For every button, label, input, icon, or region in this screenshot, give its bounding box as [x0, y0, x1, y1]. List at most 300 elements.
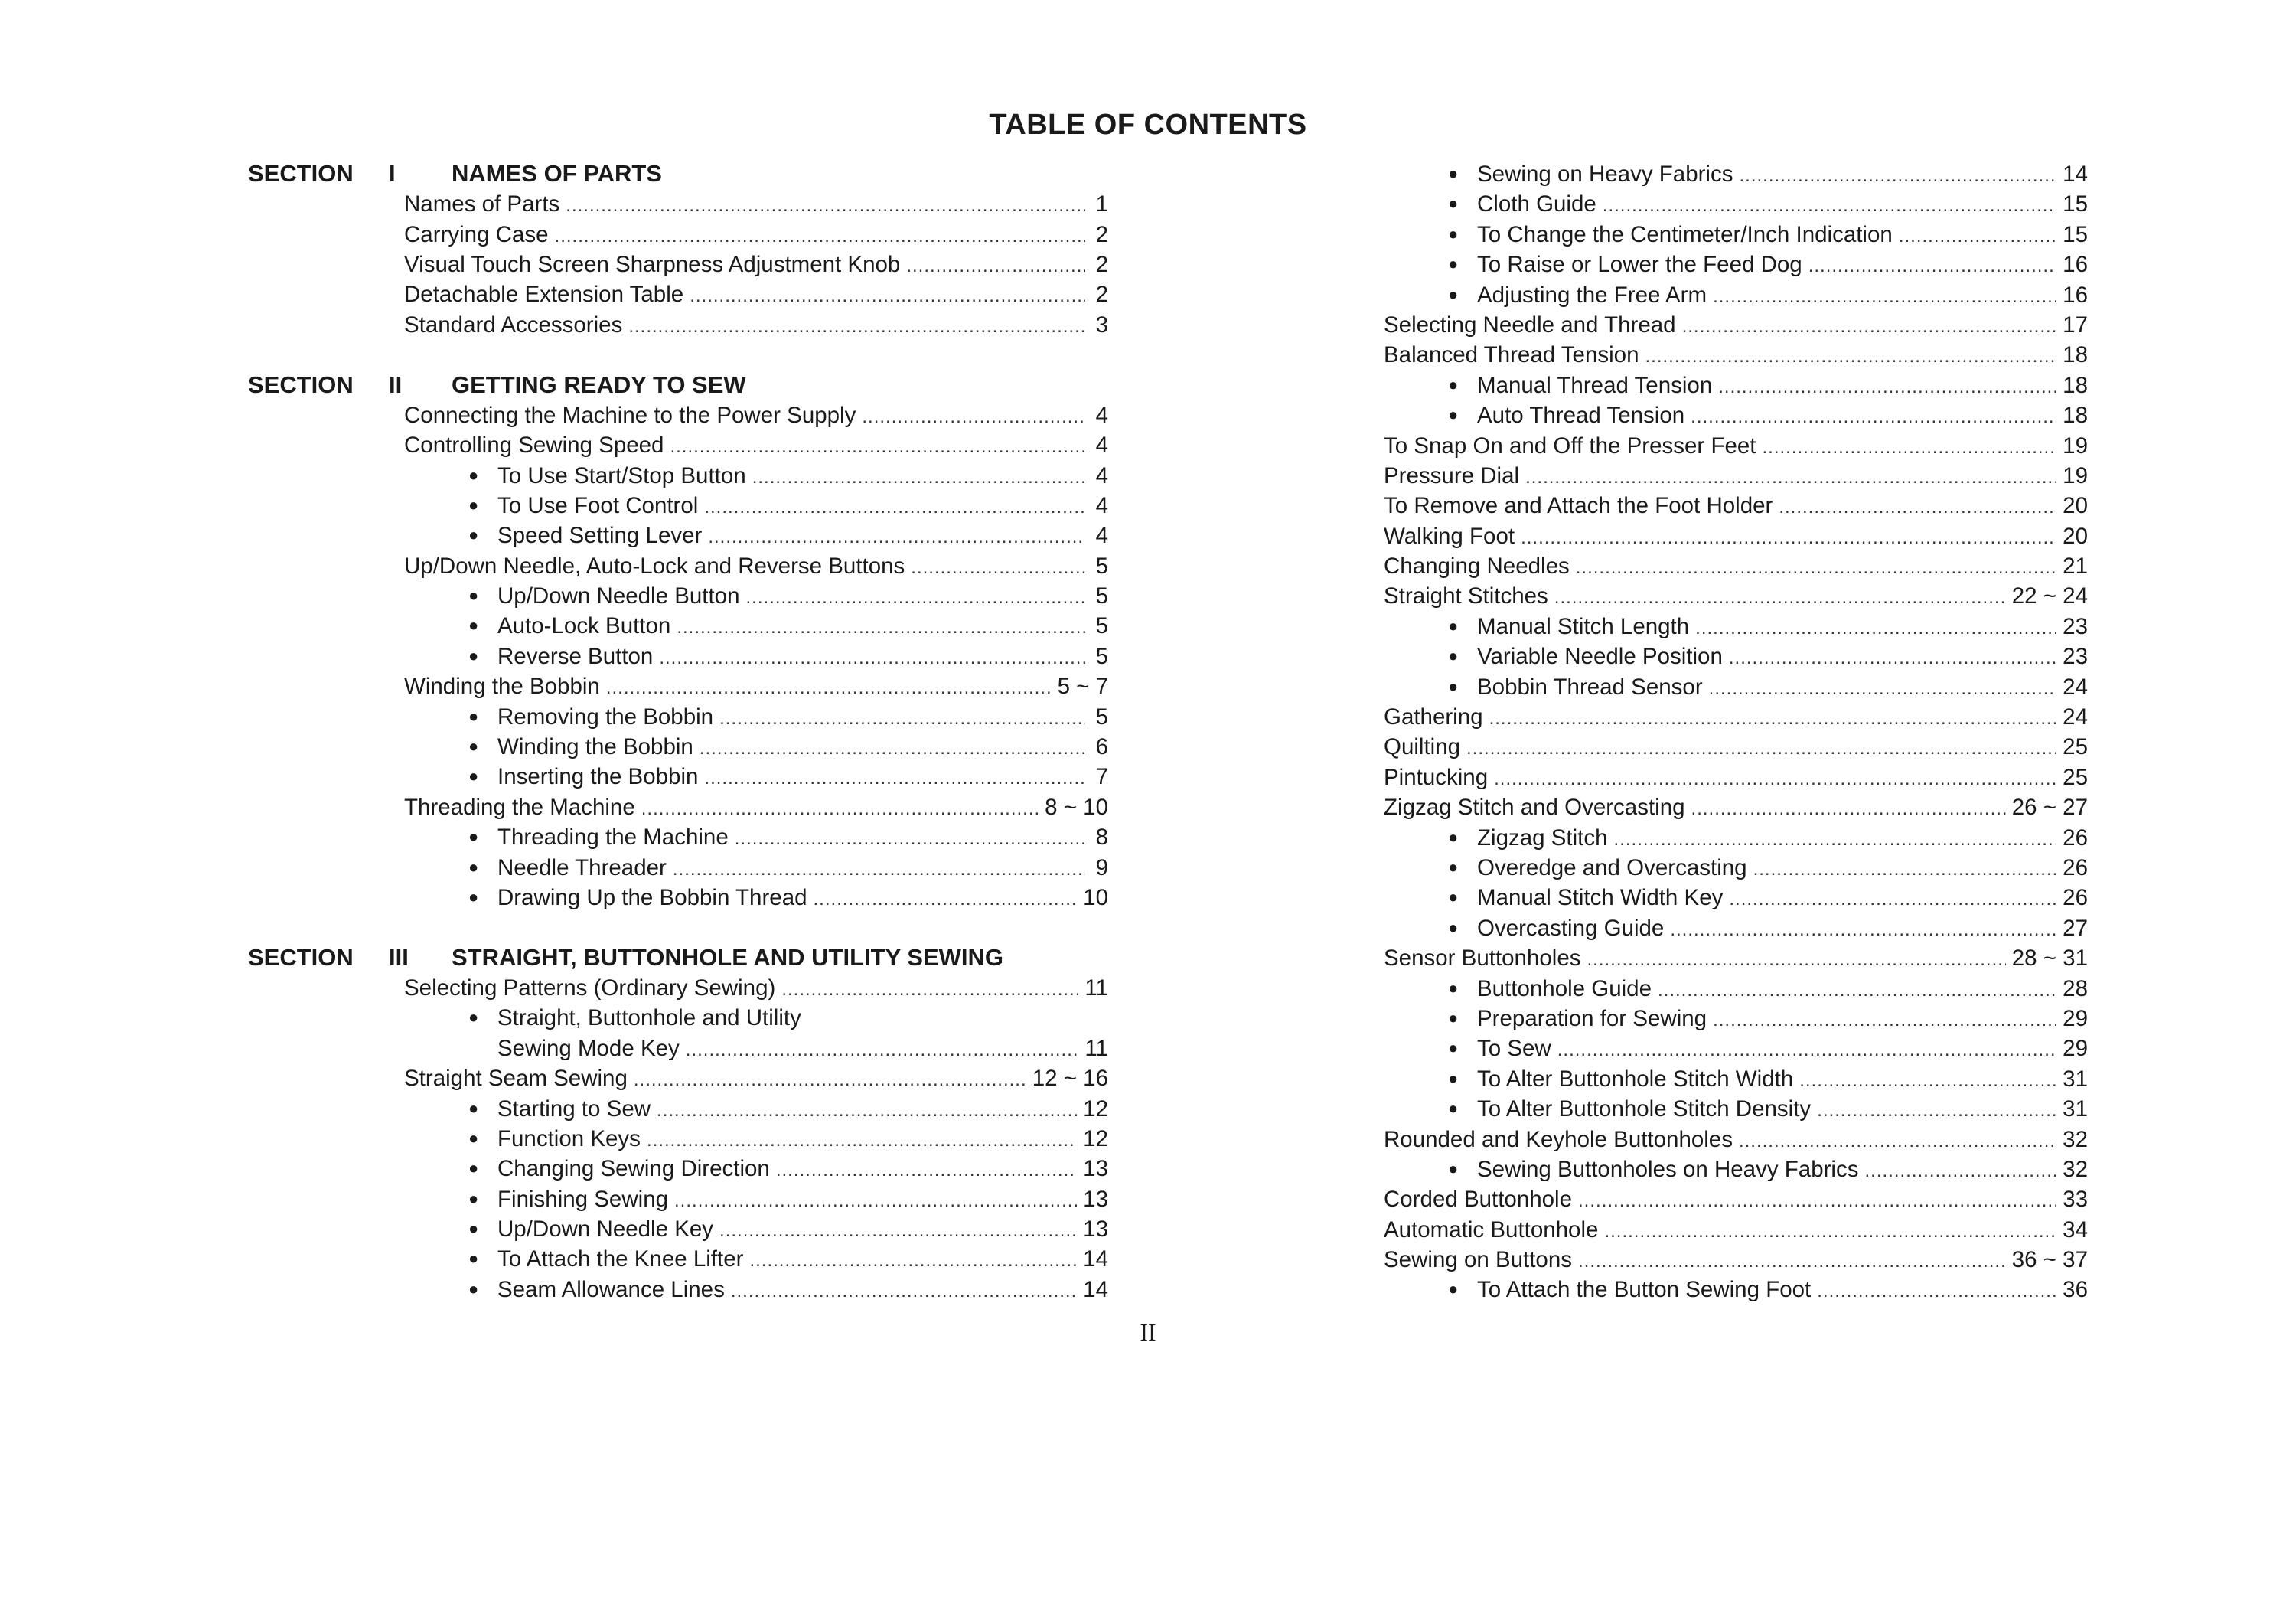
toc-entry-page: 23	[2063, 644, 2088, 670]
dot-leader	[814, 884, 1078, 914]
dot-leader	[1739, 161, 2056, 191]
toc-entry	[1384, 1215, 2088, 1245]
dot-leader	[634, 1065, 1026, 1095]
toc-entry-label: Auto-Lock Button	[497, 613, 671, 639]
toc-entry	[1384, 1064, 2088, 1094]
toc-entry	[404, 400, 1108, 430]
section-entries	[248, 973, 1108, 1305]
bullet-icon: ●	[1448, 405, 1459, 425]
toc-entry-page: 1	[1095, 191, 1108, 217]
toc-entry-page: 2	[1095, 251, 1108, 277]
dot-leader	[746, 583, 1086, 612]
dot-leader	[1682, 312, 2057, 341]
dot-leader	[700, 733, 1085, 763]
toc-entry-page: 34	[2063, 1216, 2088, 1243]
toc-entry-label: Bobbin Thread Sensor	[1477, 674, 1703, 700]
dot-leader	[1578, 1186, 2056, 1216]
bullet-icon: ●	[468, 586, 479, 606]
bullet-icon: ●	[1448, 1158, 1459, 1178]
toc-entry-label: Seam Allowance Lines	[497, 1276, 725, 1302]
dot-leader	[1729, 643, 2056, 673]
dot-leader	[659, 643, 1085, 673]
toc-entry-page: 18	[2063, 372, 2088, 398]
toc-entry-page: 4	[1095, 402, 1108, 428]
toc-entry-page: 12	[1083, 1096, 1108, 1122]
dot-leader	[1576, 553, 2056, 583]
bullet-icon: ●	[1448, 827, 1459, 847]
toc-entry-label: Manual Stitch Width Key	[1477, 885, 1724, 911]
toc-entry	[1384, 250, 2088, 279]
toc-entry	[404, 822, 1108, 852]
dot-leader	[674, 1186, 1077, 1216]
toc-entry	[404, 762, 1108, 792]
toc-entry-page: 14	[2063, 162, 2088, 187]
dot-leader	[1557, 1035, 2056, 1065]
toc-entry	[404, 220, 1108, 250]
toc-entry-label: Sensor Buttonholes	[1384, 945, 1581, 972]
toc-entry-label: Walking Foot	[1384, 523, 1515, 549]
toc-entry-page: 28 ~ 31	[2011, 945, 2088, 972]
toc-entry-page: 32	[2063, 1156, 2088, 1182]
dot-leader	[1691, 402, 2056, 432]
dot-leader	[677, 612, 1085, 642]
dot-leader	[1779, 492, 2056, 522]
toc-entry-label: Standard Accessories	[404, 312, 623, 338]
dot-leader	[704, 763, 1085, 793]
toc-entry-page: 5	[1095, 553, 1108, 579]
dot-leader	[1718, 372, 2056, 402]
dot-leader	[719, 704, 1085, 733]
toc-entry-page: 11	[1084, 975, 1108, 1001]
toc-entry	[404, 491, 1108, 521]
toc-entry	[1384, 431, 2088, 461]
toc-entry-page: 26	[2063, 885, 2088, 911]
bullet-icon: ●	[1448, 254, 1459, 274]
toc-entry	[1384, 491, 2088, 521]
section-title: GETTING READY TO SEW	[452, 371, 746, 398]
toc-entry	[404, 1034, 1108, 1063]
bullet-icon: ●	[1448, 194, 1459, 214]
dot-leader	[1658, 975, 2056, 1005]
toc-entry-page: 15	[2063, 221, 2088, 247]
toc-entry	[1384, 853, 2088, 883]
dot-leader	[1525, 462, 2056, 492]
toc-entry-page: 5	[1095, 704, 1108, 730]
toc-entry	[1384, 1034, 2088, 1063]
toc-entry	[1384, 1094, 2088, 1124]
bullet-icon: ●	[468, 1128, 479, 1148]
toc-entry-page: 36 ~ 37	[2011, 1247, 2088, 1273]
dot-leader	[657, 1096, 1077, 1125]
toc-entry-label: Gathering	[1384, 704, 1483, 730]
section-number: III	[389, 943, 409, 971]
dot-leader	[606, 673, 1052, 703]
toc-entry-page: 13	[1083, 1186, 1108, 1212]
toc-entry-label: To Change the Centimeter/Inch Indication	[1477, 221, 1893, 247]
section-word: SECTION	[248, 943, 354, 971]
toc-entry-label: To Sew	[1477, 1036, 1551, 1062]
dot-leader	[1762, 433, 2056, 462]
toc-entry	[404, 883, 1108, 913]
toc-entry	[404, 521, 1108, 550]
dot-leader	[566, 191, 1085, 220]
toc-entry-page: 18	[2063, 403, 2088, 429]
dot-leader	[906, 251, 1085, 281]
toc-entry-label: Cloth Guide	[1477, 191, 1596, 217]
dot-leader	[1817, 1276, 2056, 1306]
toc-entry-page: 31	[2063, 1096, 2088, 1122]
bullet-icon: ●	[1448, 857, 1459, 877]
bullet-icon: ●	[1448, 616, 1459, 635]
toc-entry-label: Zigzag Stitch and Overcasting	[1384, 795, 1685, 821]
toc-entry-page: 4	[1095, 523, 1108, 549]
toc-entry-page: 3	[1095, 312, 1108, 338]
dot-leader	[708, 522, 1085, 552]
toc-entry-label: To Raise or Lower the Feed Dog	[1477, 252, 1802, 278]
bullet-icon: ●	[1448, 374, 1459, 394]
section-entries	[1384, 159, 2088, 1305]
toc-entry	[404, 189, 1108, 219]
toc-entry-label: Buttonhole Guide	[1477, 975, 1652, 1001]
toc-entry-label: Sewing Buttonholes on Heavy Fabrics	[1477, 1156, 1859, 1182]
dot-leader	[1670, 915, 2056, 945]
toc-entry-label: Changing Sewing Direction	[497, 1156, 770, 1182]
toc-entry	[1384, 340, 2088, 370]
bullet-icon: ●	[1448, 1038, 1459, 1058]
toc-entry-page: 2	[1095, 282, 1108, 308]
bullet-icon: ●	[468, 766, 479, 786]
toc-entry-page: 23	[2063, 613, 2088, 639]
dot-leader	[647, 1125, 1077, 1155]
bullet-icon: ●	[468, 1098, 479, 1118]
section-entries	[248, 189, 1108, 340]
toc-entry-label: To Use Start/Stop Button	[497, 462, 746, 488]
toc-entry	[404, 611, 1108, 641]
toc-entry	[1384, 1154, 2088, 1184]
dot-leader	[1817, 1096, 2056, 1125]
toc-entry-page: 18	[2063, 342, 2088, 368]
dot-leader	[1713, 1005, 2056, 1035]
toc-entry-label: Zigzag Stitch	[1477, 825, 1608, 851]
toc-entry-label: Corded Buttonhole	[1384, 1187, 1573, 1213]
toc-entry-label: Variable Needle Position	[1477, 644, 1723, 670]
dot-leader	[1691, 794, 2006, 824]
toc-entry-page: 24	[2063, 704, 2088, 730]
toc-entry-page: 4	[1095, 433, 1108, 459]
toc-entry	[404, 1003, 1108, 1033]
toc-entry-page: 33	[2063, 1187, 2088, 1213]
toc-entry-label: To Use Foot Control	[497, 492, 699, 518]
toc-entry	[404, 973, 1108, 1003]
toc-entry	[404, 1184, 1108, 1214]
bullet-icon: ●	[1448, 1068, 1459, 1088]
bullet-icon: ●	[468, 495, 479, 514]
dot-leader	[1614, 825, 2057, 854]
dot-leader	[1578, 1246, 2006, 1276]
toc-entry	[404, 1124, 1108, 1154]
toc-entry-page: 6	[1095, 734, 1108, 760]
dot-leader	[776, 1155, 1077, 1185]
toc-entry-label: Selecting Patterns (Ordinary Sewing)	[404, 975, 776, 1001]
toc-entry-label: Pintucking	[1384, 764, 1489, 790]
toc-entry-label: Pressure Dial	[1384, 462, 1520, 488]
toc-entry	[404, 853, 1108, 883]
toc-entry	[1384, 220, 2088, 250]
toc-entry-label: Manual Thread Tension	[1477, 372, 1713, 398]
toc-entry-label: Needle Threader	[497, 854, 667, 880]
toc-entry-label: Threading the Machine	[497, 825, 729, 851]
toc-entry	[404, 1275, 1108, 1305]
toc-entry-page: 26	[2063, 825, 2088, 851]
toc-entry-page: 19	[2063, 462, 2088, 488]
toc-entry	[404, 461, 1108, 491]
bullet-icon: ●	[1448, 1279, 1459, 1299]
dot-leader	[641, 794, 1039, 824]
toc-entry-label: Sewing on Buttons	[1384, 1247, 1572, 1273]
toc-entry	[1384, 1245, 2088, 1275]
toc-entry-page: 19	[2063, 433, 2088, 459]
toc-entry	[1384, 280, 2088, 310]
toc-entry	[1384, 974, 2088, 1004]
toc-entry-label: Selecting Needle and Thread	[1384, 312, 1676, 338]
toc-entry	[1384, 1184, 2088, 1214]
section-word: SECTION	[248, 371, 354, 398]
toc-entry-label: To Alter Buttonhole Stitch Width	[1477, 1066, 1794, 1092]
toc-entry	[404, 1214, 1108, 1244]
dot-leader	[1865, 1156, 2057, 1186]
dot-leader	[1466, 733, 2056, 763]
toc-entry-label: Threading the Machine	[404, 794, 635, 820]
toc-entry-label: To Alter Buttonhole Stitch Density	[1477, 1096, 1812, 1122]
toc-entry-label: Manual Stitch Length	[1477, 613, 1690, 639]
dot-leader	[628, 312, 1085, 341]
dot-leader	[1494, 764, 2056, 794]
bullet-icon: ●	[468, 706, 479, 726]
toc-entry	[1384, 763, 2088, 792]
dot-leader	[781, 975, 1078, 1004]
toc-entry-page: 16	[2063, 252, 2088, 278]
page-number: II	[1140, 1318, 1156, 1346]
toc-entry	[1384, 551, 2088, 581]
toc-entry-page: 10	[1083, 884, 1108, 910]
toc-entry	[1384, 792, 2088, 822]
toc-entry-page: 4	[1095, 492, 1108, 518]
section-word: SECTION	[248, 160, 354, 187]
bullet-icon: ●	[1448, 284, 1459, 304]
toc-entry	[404, 732, 1108, 762]
dot-leader	[1899, 221, 2056, 251]
toc-entry-page: 5	[1095, 613, 1108, 639]
toc-entry-page: 17	[2063, 312, 2088, 338]
toc-entry	[1384, 581, 2088, 611]
dot-leader	[1489, 704, 2057, 733]
dot-leader	[1603, 191, 2056, 220]
section-heading	[248, 159, 1108, 188]
toc-entry	[404, 702, 1108, 732]
toc-entry-label: Quilting	[1384, 734, 1461, 760]
bullet-icon: ●	[1448, 1099, 1459, 1118]
toc-entry	[1384, 1125, 2088, 1154]
toc-entry-page: 20	[2063, 493, 2088, 519]
dot-leader	[1604, 1216, 2056, 1246]
toc-entry-label: Adjusting the Free Arm	[1477, 282, 1707, 308]
toc-entry-page: 25	[2063, 734, 2088, 760]
toc-left-column	[248, 159, 1108, 1305]
toc-entry	[1384, 400, 2088, 430]
toc-entry-label: Up/Down Needle, Auto-Lock and Reverse Buttons	[404, 553, 905, 579]
toc-entry-page: 21	[2063, 554, 2088, 580]
bullet-icon: ●	[1448, 224, 1459, 243]
toc-entry-label: Drawing Up the Bobbin Thread	[497, 884, 807, 910]
toc-entry	[1384, 732, 2088, 762]
toc-entry	[1384, 943, 2088, 973]
toc-entry-page: 24	[2063, 674, 2088, 700]
toc-entry-label: Overcasting Guide	[1477, 915, 1665, 941]
dot-leader	[731, 1276, 1077, 1306]
bullet-icon: ●	[468, 736, 479, 756]
dot-leader	[1521, 523, 2056, 553]
toc-entry	[404, 1094, 1108, 1124]
dot-leader	[673, 854, 1085, 884]
toc-entry-label: To Attach the Button Sewing Foot	[1477, 1277, 1812, 1303]
bullet-icon: ●	[1448, 676, 1459, 696]
dot-leader	[1729, 884, 2056, 914]
toc-entry-page: 32	[2063, 1126, 2088, 1152]
bullet-icon: ●	[1448, 978, 1459, 998]
toc-entry-label: Removing the Bobbin	[497, 704, 714, 730]
dot-leader	[1709, 674, 2057, 704]
dot-leader	[1695, 613, 2056, 643]
section-title: NAMES OF PARTS	[452, 160, 662, 187]
toc-entry-page: 36	[2063, 1277, 2088, 1303]
toc-entry	[404, 792, 1108, 822]
dot-leader	[911, 553, 1085, 583]
toc-entry-label: Inserting the Bobbin	[497, 764, 699, 790]
toc-entry	[1384, 159, 2088, 189]
bullet-icon: ●	[468, 857, 479, 877]
toc-entry-page: 29	[2063, 1005, 2088, 1031]
toc-entry-label: Names of Parts	[404, 191, 560, 217]
toc-entry-page: 13	[1083, 1156, 1108, 1182]
toc-entry-page: 31	[2063, 1066, 2088, 1092]
section-number: I	[389, 160, 396, 187]
toc-entry-label: Carrying Case	[404, 221, 549, 247]
bullet-icon: ●	[468, 1188, 479, 1208]
toc-entry	[404, 1063, 1108, 1093]
dot-leader	[1587, 945, 2005, 975]
toc-entry-page: 14	[1083, 1276, 1108, 1302]
toc-entry-label: Finishing Sewing	[497, 1186, 669, 1212]
toc-entry	[1384, 371, 2088, 400]
toc-entry	[1384, 642, 2088, 671]
bullet-icon: ●	[1448, 887, 1459, 907]
toc-entry-label: Connecting the Machine to the Power Supply	[404, 402, 856, 428]
bullet-icon: ●	[1448, 917, 1459, 937]
dot-leader	[690, 281, 1085, 311]
dot-leader	[704, 492, 1085, 522]
toc-entry-page: 26 ~ 27	[2011, 795, 2088, 821]
toc-entry-label: Sewing Mode Key	[497, 1035, 680, 1061]
toc-entry-page: 8	[1095, 825, 1108, 851]
dot-leader	[1645, 341, 2057, 371]
dot-leader	[752, 462, 1085, 492]
toc-entry	[1384, 461, 2088, 491]
toc-entry-label: Winding the Bobbin	[497, 734, 693, 760]
toc-entry	[1384, 1004, 2088, 1034]
toc-entry	[404, 250, 1108, 279]
bullet-icon: ●	[468, 1219, 479, 1239]
toc-entry-page: 7	[1095, 764, 1108, 790]
bullet-icon: ●	[468, 525, 479, 545]
page-title: TABLE OF CONTENTS	[989, 109, 1307, 141]
toc-entry	[404, 430, 1108, 460]
toc-entry-label: To Attach the Knee Lifter	[497, 1246, 744, 1272]
dot-leader	[1753, 854, 2057, 884]
toc-entry-page: 5	[1095, 643, 1108, 669]
toc-entry	[404, 642, 1108, 671]
dot-leader	[1554, 583, 2006, 612]
toc-entry-page: 14	[1083, 1246, 1108, 1272]
dot-leader	[686, 1035, 1079, 1065]
toc-entry-label: Straight Stitches	[1384, 583, 1548, 609]
bullet-icon: ●	[1448, 164, 1459, 183]
toc-entry	[404, 279, 1108, 309]
section-title: STRAIGHT, BUTTONHOLE AND UTILITY SEWING	[452, 943, 1004, 971]
dot-leader	[735, 824, 1085, 854]
toc-entry	[1384, 1275, 2088, 1305]
toc-entry	[1384, 702, 2088, 732]
toc-entry-page: 8 ~ 10	[1045, 794, 1108, 820]
toc-entry-label: Starting to Sew	[497, 1096, 651, 1122]
toc-entry-label: Sewing on Heavy Fabrics	[1477, 162, 1733, 187]
toc-entry-page: 26	[2063, 854, 2088, 880]
toc-entry-page: 9	[1095, 854, 1108, 880]
section-heading	[248, 943, 1108, 972]
toc-entry-page: 27	[2063, 915, 2088, 941]
toc-entry-page: 20	[2063, 523, 2088, 549]
toc-entry-label: Up/Down Needle Button	[497, 583, 740, 609]
dot-leader	[1799, 1066, 2056, 1096]
toc-entry	[1384, 913, 2088, 943]
toc-entry-label: Overedge and Overcasting	[1477, 854, 1747, 880]
toc-entry-page: 13	[1083, 1216, 1108, 1243]
bullet-icon: ●	[468, 645, 479, 665]
dot-leader	[862, 402, 1085, 432]
toc-entry	[1384, 521, 2088, 551]
toc-entry-label: Rounded and Keyhole Buttonholes	[1384, 1126, 1733, 1152]
toc-entry-page: 5	[1095, 583, 1108, 609]
toc-right-column	[1384, 159, 2088, 1305]
bullet-icon: ●	[1448, 1007, 1459, 1027]
toc-entry-label: Controlling Sewing Speed	[404, 433, 664, 459]
dot-leader	[719, 1216, 1077, 1246]
bullet-icon: ●	[468, 1249, 479, 1269]
toc-entry-label: Up/Down Needle Key	[497, 1216, 714, 1243]
toc-entry	[1384, 189, 2088, 219]
bullet-icon: ●	[1448, 646, 1459, 666]
toc-entry	[1384, 883, 2088, 913]
dot-leader	[1808, 251, 2056, 281]
toc-entry	[1384, 612, 2088, 642]
toc-entry	[1384, 310, 2088, 340]
bullet-icon: ●	[468, 1278, 479, 1298]
toc-entry-page: 28	[2063, 975, 2088, 1001]
toc-entry-label: Straight Seam Sewing	[404, 1066, 628, 1092]
toc-entry-page: 16	[2063, 282, 2088, 308]
dot-leader	[1739, 1126, 2056, 1156]
toc-entry-label: Balanced Thread Tension	[1384, 342, 1639, 368]
section-entries	[248, 400, 1108, 913]
